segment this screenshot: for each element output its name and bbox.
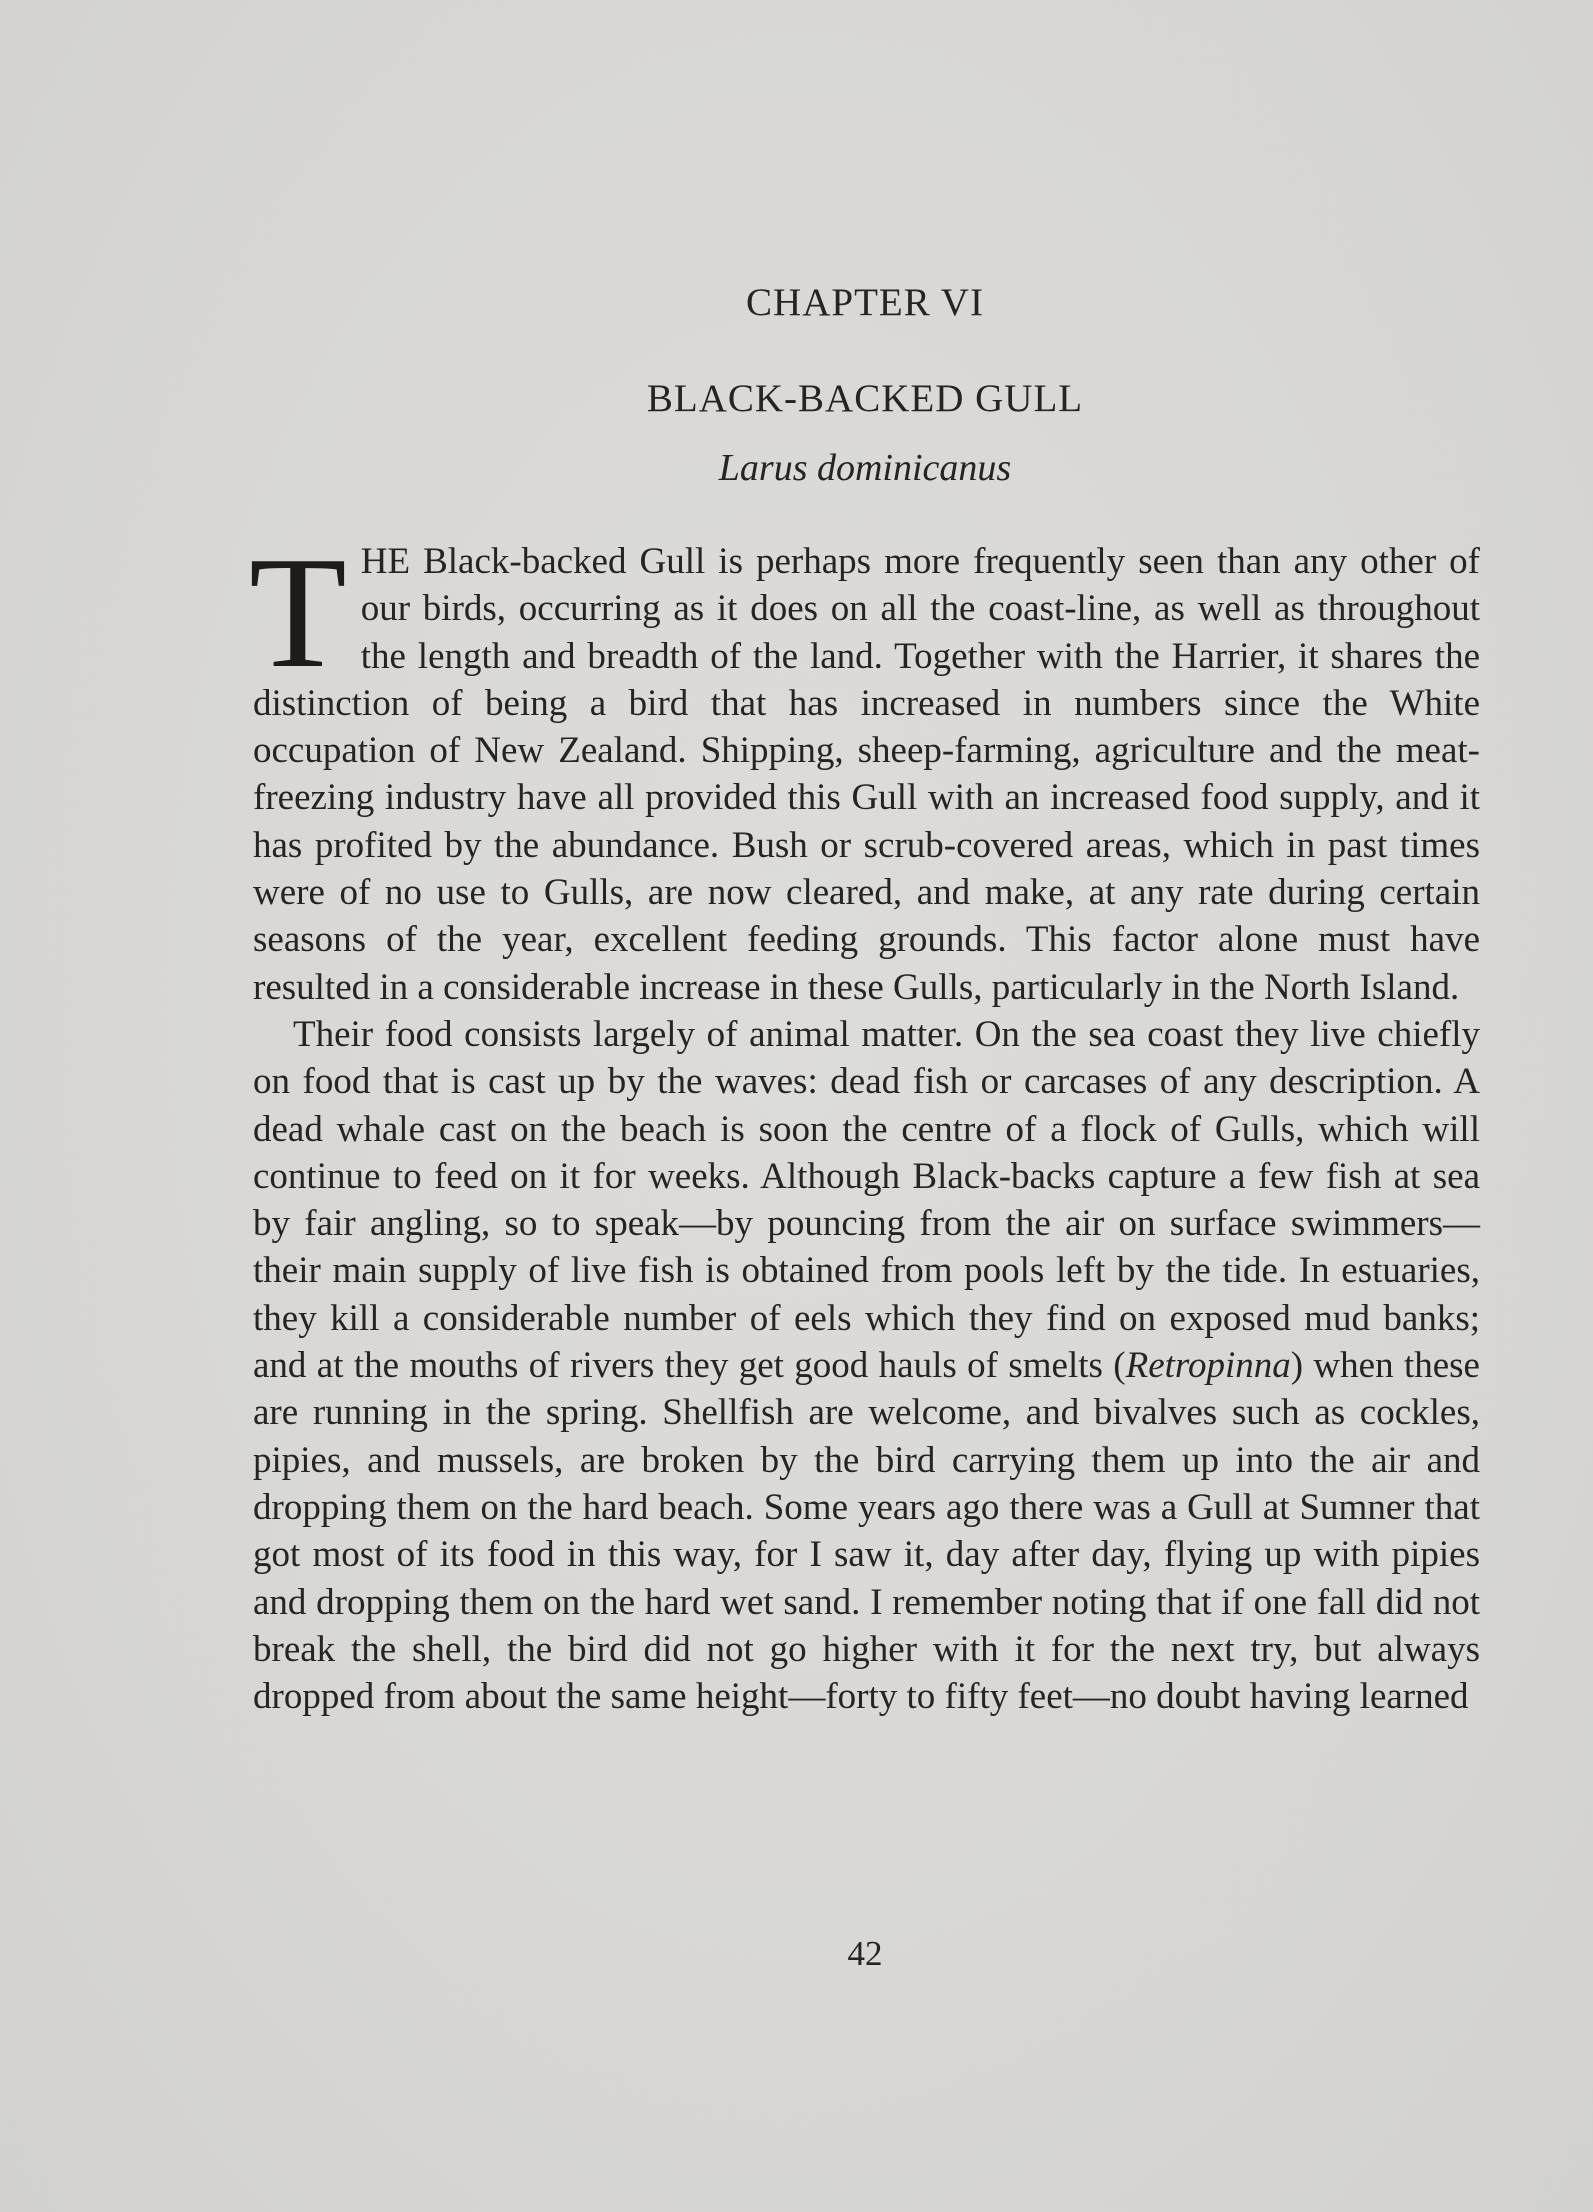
body-text (249, 523, 1480, 1720)
chapter-heading: CHAPTER VI (746, 281, 984, 324)
genus-name-italic: Retropinna (1125, 1345, 1291, 1387)
page-number: 42 (847, 1934, 883, 1973)
paragraph-1-text: HE Black-backed Gull is perhaps more frequently seen than any other of our birds, occurring as it does on all the coast-line, as well as throughout the length and breadth of the land. Together with the Harrier, it shares the distinction of being a bird that has increased in numbers since the White occupation of New Zealand. Shipping, sheep-farming, agriculture and the meat-freezing industry have all provided this Gull with an increased food supply, and it has profited by the abundance. Bush or scrub-covered areas, which in past times were of no use to Gulls, are now cleared, and make, at any rate during certain seasons of the year, excellent feeding grounds. This factor alone must have resulted in a considerable increase in these Gulls, particularly in the North Island. (253, 541, 1480, 1008)
paragraph-2-text-b: ) when these are running in the spring. Shellfish are welcome, and bivalves such as cockles, pipies, and mussels, are broken by the bird carrying them up into the air and dropping them on the hard beach. Some years ago there was a Gull at Sumner that got most of its food in this way, for I saw it, day after day, flying up with pipies and dropping them on the hard wet sand. I remember noting that if one fall did not break the shell, the bird did not go higher with it for the next try, but always dropped from about the same height—forty to fifty feet—no doubt having learned (253, 1345, 1480, 1718)
paragraph-2 (253, 1011, 1480, 1720)
paragraph-1 (249, 523, 1480, 1011)
paragraph-2-text-a: Their food consists largely of animal matter. On the sea coast they live chiefly on food that is cast up by the waves: dead fish or carcases of any description. A dead whale cast on the beach is soon the centre of a flock of Gulls, which will continue to feed on it for weeks. Although Black-backs capture a few fish at sea by fair angling, so to speak—by pouncing from the air on surface swimmers—their main supply of live fish is obtained from pools left by the tide. In estuaries, they kill a considerable number of eels which they find on exposed mud banks; and at the mouths of rivers they get good hauls of smelts ( (253, 1013, 1480, 1387)
chapter-title: BLACK-BACKED GULL (646, 377, 1084, 420)
drop-cap: T (249, 523, 347, 701)
scientific-name: Larus dominicanus (718, 447, 1012, 489)
